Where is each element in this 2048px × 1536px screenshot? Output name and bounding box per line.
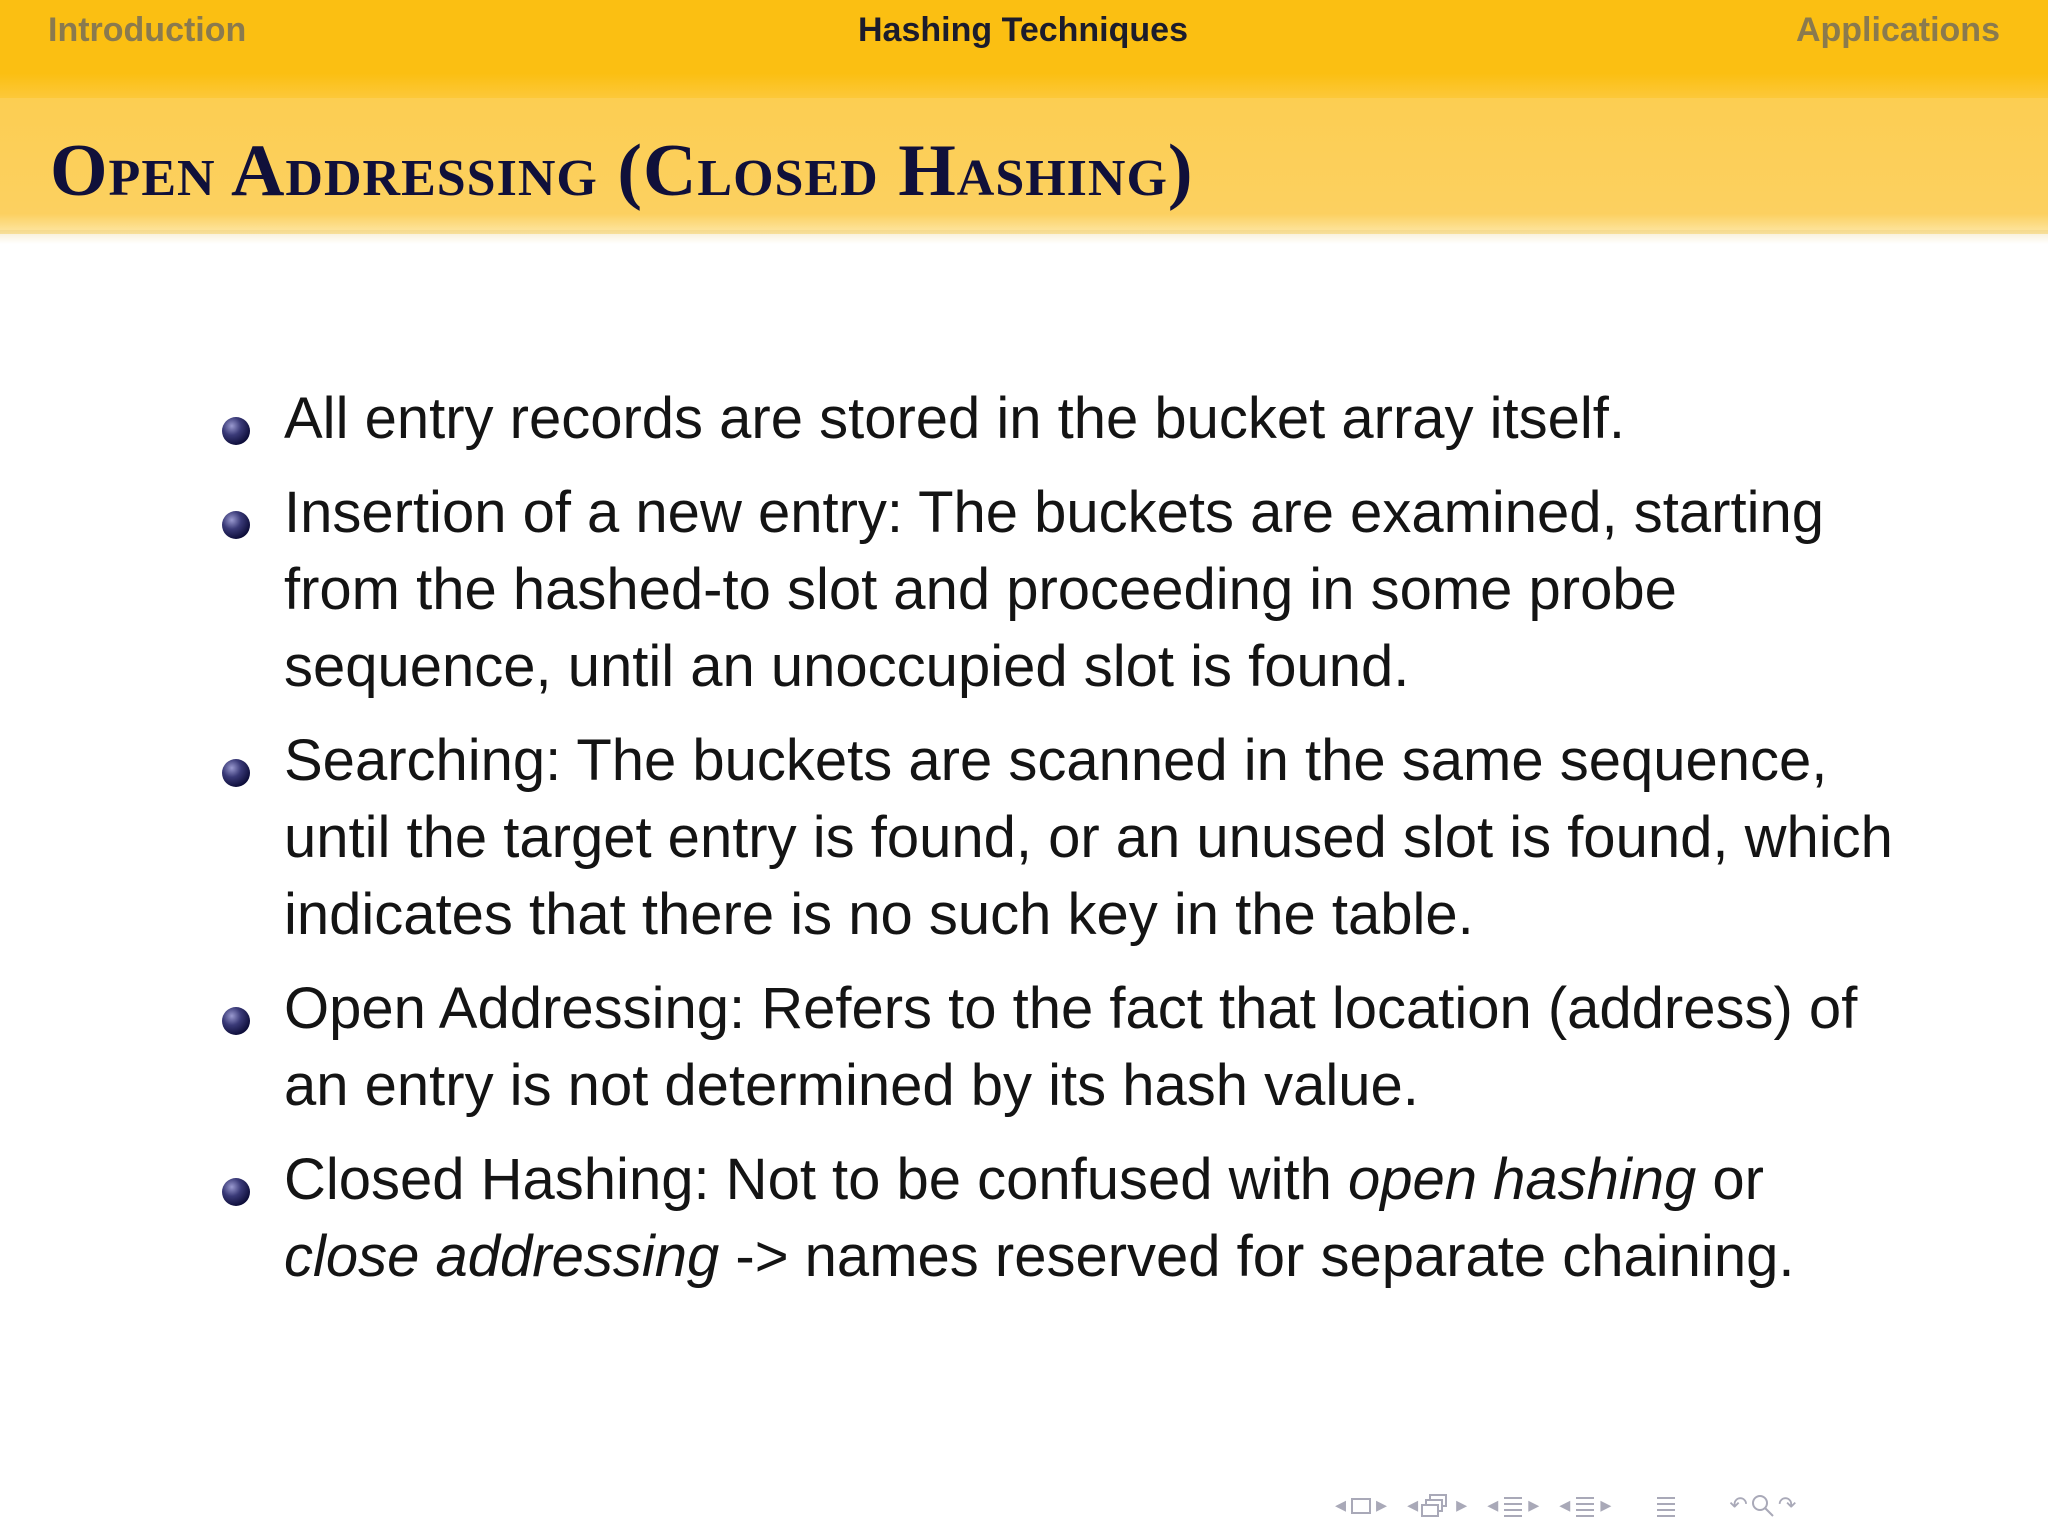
beamer-navigation-symbols xyxy=(1335,1488,1810,1524)
bullet-text: Open Addressing: Refers to the fact that location (address) of an entry is not determined by its hash value. xyxy=(284,976,1858,1118)
back-forward-search-icon[interactable] xyxy=(1729,1491,1796,1521)
emphasis-open-hashing: open hashing xyxy=(1347,1147,1697,1212)
bullet-text: Insertion of a new entry: The buckets are examined, starting from the hashed-to slot and proceeding in some probe sequence, until an unoccupied slot is found. xyxy=(284,480,1824,699)
undo-icon[interactable]: ↶ xyxy=(1729,1493,1748,1518)
bullet-text xyxy=(284,1147,1794,1289)
bullet-item xyxy=(222,970,1902,1124)
bullet-ball-icon xyxy=(222,1178,250,1206)
bullet-text: Searching: The buckets are scanned in the same sequence, until the target entry is found, or an unused slot is found, which indicates that there is no such key in the table. xyxy=(284,728,1893,947)
subsection-nav-icon[interactable]: ◂ ▸ xyxy=(1487,1493,1540,1518)
bullet-list xyxy=(222,380,1902,1312)
appendix-nav-icon[interactable] xyxy=(1653,1493,1679,1519)
bullet-text-part: or xyxy=(1696,1147,1764,1212)
emphasis-close-addressing: close addressing xyxy=(284,1224,720,1289)
bullet-item xyxy=(222,380,1902,457)
bullet-ball-icon xyxy=(222,511,250,539)
bullet-item xyxy=(222,722,1902,953)
bullet-text: All entry records are stored in the bucket array itself. xyxy=(284,386,1626,451)
nav-section-hashing-techniques[interactable]: Hashing Techniques xyxy=(858,11,1188,49)
bullet-ball-icon xyxy=(222,759,250,787)
frame-nav-icon[interactable]: ◂ ▸ xyxy=(1407,1493,1468,1518)
section-navigation-bar xyxy=(0,0,2048,98)
nav-section-introduction[interactable]: Introduction xyxy=(48,11,247,49)
section-nav-icon[interactable]: ◂ ▸ xyxy=(1559,1493,1612,1518)
title-band-shadow xyxy=(0,230,2048,244)
search-icon[interactable] xyxy=(1750,1493,1776,1519)
bullet-item xyxy=(222,474,1902,705)
redo-icon[interactable]: ↷ xyxy=(1777,1493,1797,1518)
slide-nav-icon[interactable]: ◂ ▸ xyxy=(1335,1493,1388,1518)
bullet-text-part: -> names reserved for separate chaining. xyxy=(719,1224,1795,1289)
nav-section-applications[interactable]: Applications xyxy=(1795,11,2000,49)
bullet-text-part: Closed Hashing: Not to be confused with xyxy=(284,1147,1348,1212)
bullet-item xyxy=(222,1141,1902,1295)
frame-title: Open Addressing (Closed Hashing) xyxy=(50,130,1194,212)
bullet-ball-icon xyxy=(222,1007,250,1035)
bullet-ball-icon xyxy=(222,417,250,445)
